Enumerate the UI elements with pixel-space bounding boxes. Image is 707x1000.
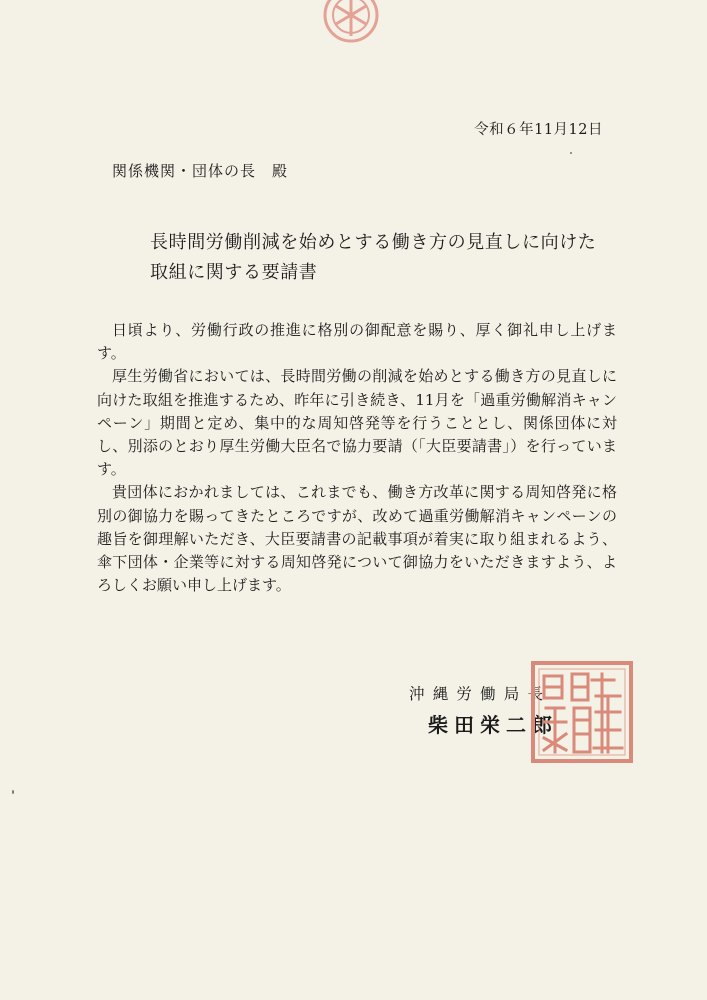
paragraph-cooperation-request: 貴団体におかれましては、これまでも、働き方改革に関する周知啓発に格別の御協力を賜ってきたところですが、改めて過重労働解消キャンペーンの趣旨を御理解いただき、大臣要請書の記載事項が着実に取り組まれるよう、傘下団体・企業等に対する周知啓発について御協力をいただきますよう、よろしくお願い申し上げます。 bbox=[97, 483, 617, 595]
official-seal bbox=[530, 660, 634, 764]
document-title bbox=[150, 228, 596, 288]
addressee: 関係機関・団体の長 殿 bbox=[112, 162, 289, 180]
document-body bbox=[97, 319, 617, 597]
top-stamp-mark bbox=[322, 0, 380, 44]
paragraph-greeting: 日頃より、労働行政の推進に格別の御配意を賜り、厚く御礼申し上げます。 bbox=[97, 321, 617, 363]
signature-name: 柴田栄二郎 bbox=[428, 713, 558, 737]
paragraph-ministry-request: 厚生労働省においては、長時間労働の削減を始めとする働き方の見直しに向けた取組を推進するため、昨年に引き続き、11月を「過重労働解消キャンペーン」期間と定め、集中的な周知啓発等を行うこととし、関係団体に対し、別添のとおり厚生労働大臣名で協力要請（「大臣要請書」）を行っています。 bbox=[97, 367, 617, 479]
paper-speck bbox=[570, 152, 572, 154]
paper-speck bbox=[12, 790, 14, 794]
title-line-2: 取組に関する要請書 bbox=[150, 262, 318, 283]
title-line-1: 長時間労働削減を始めとする働き方の見直しに向けた bbox=[150, 232, 597, 253]
document-date: 令和６年11月12日 bbox=[474, 122, 603, 138]
signature-organization: 沖縄労働局長 bbox=[409, 685, 552, 703]
